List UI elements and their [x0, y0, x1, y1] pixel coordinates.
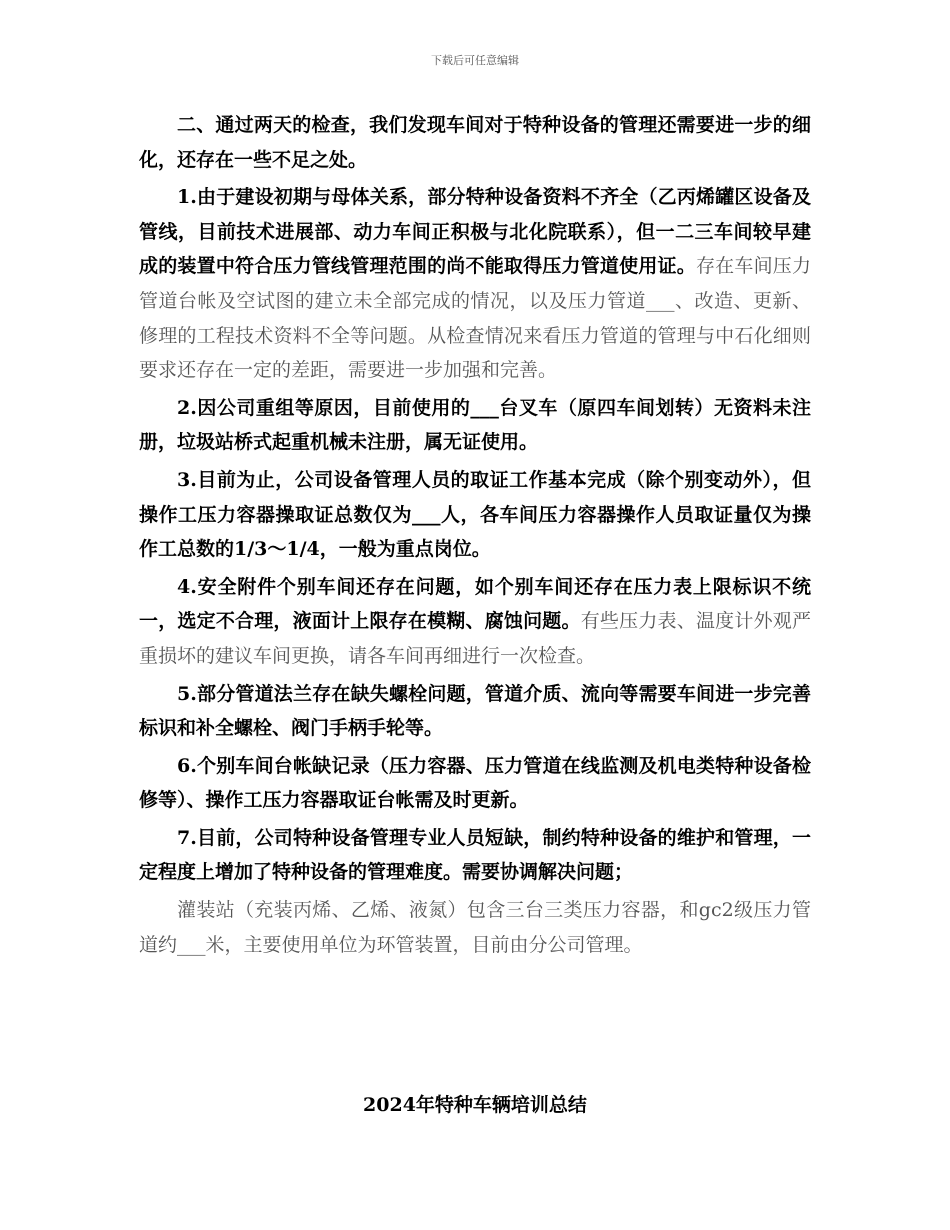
paragraph-item-3 [139, 463, 811, 567]
paragraph-intro-bold: 二、通过两天的检查，我们发现车间对于特种设备的管理还需要进一步的细化，还存在一些不足之处。 [139, 114, 811, 171]
paragraph-filling-station-text: 灌装站（充装丙烯、乙烯、液氮）包含三台三类压力容器，和gc2级压力管道约___米，主要使用单位为环管装置，目前由分公司管理。 [139, 899, 811, 956]
paragraph-item-1 [139, 180, 811, 388]
paragraph-item-7 [139, 821, 811, 890]
paragraph-item-6-bold: 6.个别车间台帐缺记录（压力容器、压力管道在线监测及机电类特种设备检修等）、操作工压力容器取证台帐需及时更新。 [139, 754, 811, 812]
paragraph-item-2 [139, 391, 811, 460]
page-header: 下载后可任意编辑 [431, 54, 519, 67]
paragraph-item-2-bold: 2.因公司重组等原因，目前使用的___台叉车（原四车间划转）无资料未注册，垃圾站桥式起重机械未注册，属无证使用。 [139, 396, 811, 454]
paragraph-item-7-bold: 7.目前，公司特种设备管理专业人员短缺，制约特种设备的维护和管理，一定程度上增加了特种设备的管理难度。需要协调解决问题； [139, 826, 811, 884]
paragraph-item-5 [139, 677, 811, 746]
section-title: 2024年特种车辆培训总结 [363, 1094, 587, 1116]
paragraph-item-1-normal: 存在车间压力管道台帐及空试图的建立未全部完成的情况，以及压力管道___、改造、更新、修理的工程技术资料不全等问题。从检查情况来看压力管道的管理与中石化细则要求还存在一定的差距，需要进一步加强和完善。 [139, 255, 811, 382]
paragraph-intro [139, 108, 811, 177]
paragraph-item-5-bold: 5.部分管道法兰存在缺失螺栓问题，管道介质、流向等需要车间进一步完善标识和补全螺栓、阀门手柄手轮等。 [139, 682, 811, 740]
paragraph-item-4-normal: 有些压力表、温度计外观严重损坏的建议车间更换，请各车间再细进行一次检查。 [139, 610, 811, 667]
paragraph-item-6 [139, 749, 811, 818]
paragraph-filling-station [139, 893, 811, 962]
paragraph-item-4-bold: 4.安全附件个别车间还存在问题，如个别车间还存在压力表上限标识不统一，选定不合理，液面计上限存在模糊、腐蚀问题。 [139, 575, 811, 633]
document-body [139, 108, 811, 962]
paragraph-item-3-bold: 3.目前为止，公司设备管理人员的取证工作基本完成（除个别变动外），但操作工压力容器操取证总数仅为___人，各车间压力容器操作人员取证量仅为操作工总数的1/3～1/4，一般为重点岗位。 [139, 468, 811, 561]
paragraph-item-4 [139, 570, 811, 674]
paragraph-item-1-bold: 1.由于建设初期与母体关系，部分特种设备资料不齐全（乙丙烯罐区设备及管线，目前技术进展部、动力车间正积极与北化院联系），但一二三车间较早建成的装置中符合压力管线管理范围的尚不能取得压力管道使用证。 [139, 186, 811, 278]
